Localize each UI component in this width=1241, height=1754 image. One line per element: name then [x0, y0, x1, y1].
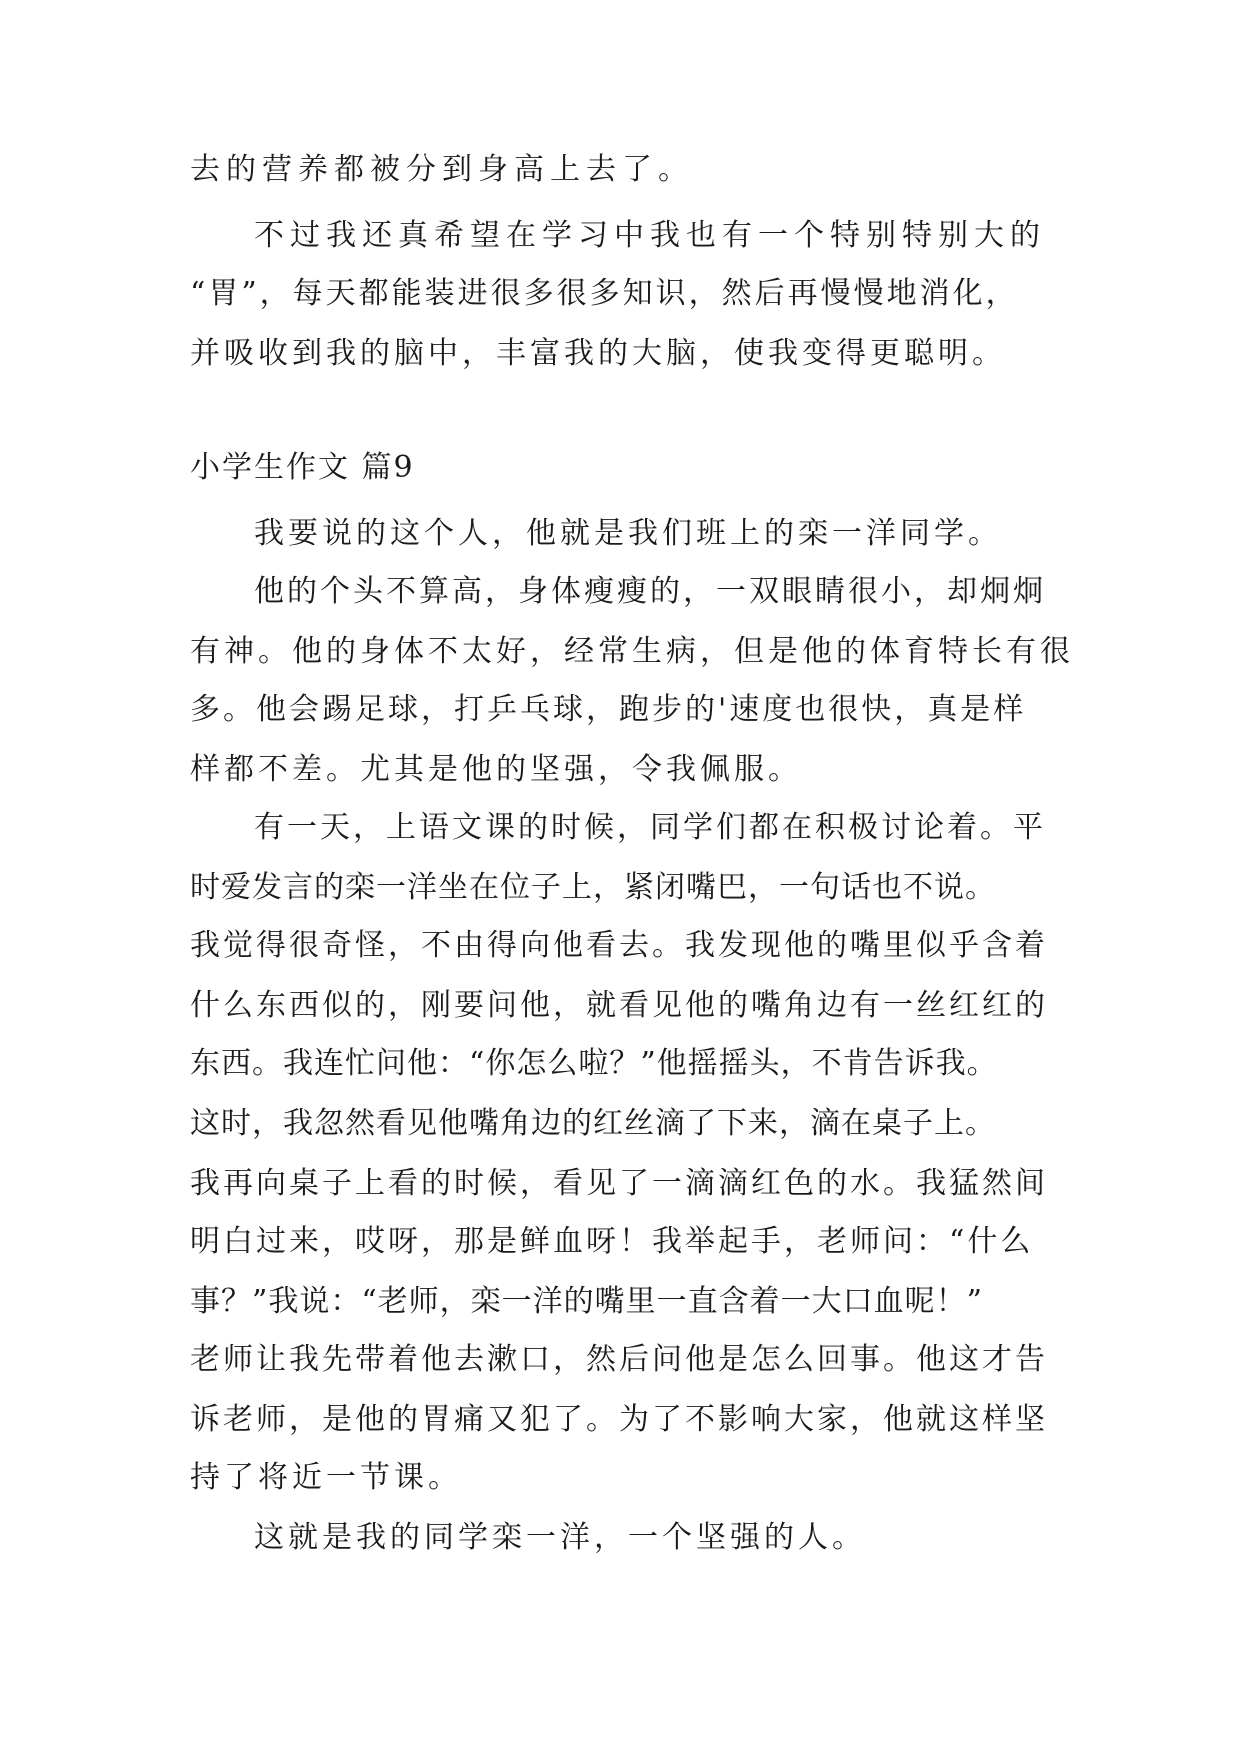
text-line: 持了将近一节课。 [190, 1460, 462, 1495]
text-line: 样都不差。尤其是他的坚强，令我佩服。 [190, 752, 802, 787]
text-line: 我觉得很奇怪，不由得向他看去。我发现他的嘴里似乎含着 [190, 928, 1048, 963]
text-line: 老师让我先带着他去漱口，然后问他是怎么回事。他这才告 [190, 1342, 1048, 1377]
paragraph-start-line: 这就是我的同学栾一洋，一个坚强的人。 [254, 1520, 866, 1555]
text-line: 诉老师，是他的胃痛又犯了。为了不影响大家，他就这样坚 [190, 1402, 1048, 1437]
text-line: 时爱发言的栾一洋坐在位子上，紧闭嘴巴，一句话也不说。 [190, 870, 996, 905]
text-line: 事？”我说：“老师，栾一洋的嘴里一直含着一大口血呢！” [190, 1284, 984, 1319]
text-line: 什么东西似的，刚要问他，就看见他的嘴角边有一丝红红的 [190, 988, 1048, 1023]
text-line: 多。他会踢足球，打乒乓球，跑步的'速度也很快，真是样 [190, 692, 1027, 727]
text-line: 明白过来，哎呀，那是鲜血呀！我举起手，老师问：“什么 [190, 1224, 1034, 1259]
document-page [190, 0, 1074, 1754]
paragraph-start-line: 我要说的这个人，他就是我们班上的栾一洋同学。 [254, 516, 1002, 551]
text-line: 东西。我连忙问他：“你怎么啦？”他摇摇头，不肯告诉我。 [190, 1046, 998, 1081]
text-line: 有神。他的身体不太好，经常生病，但是他的体育特长有很 [190, 634, 1074, 669]
text-line: 这时，我忽然看见他嘴角边的红丝滴了下来，滴在桌子上。 [190, 1106, 996, 1141]
paragraph-start-line: 有一天，上语文课的时候，同学们都在积极讨论着。平 [254, 810, 1046, 845]
text-line: “胃”，每天都能装进很多很多知识，然后再慢慢地消化， [190, 276, 1019, 311]
text-line: 我再向桌子上看的时候，看见了一滴滴红色的水。我猛然间 [190, 1166, 1048, 1201]
text-line: 去的营养都被分到身高上去了。 [190, 152, 694, 187]
text-line: 并吸收到我的脑中，丰富我的大脑，使我变得更聪明。 [190, 336, 1006, 371]
section-heading: 小学生作文 篇9 [190, 450, 415, 485]
paragraph-start-line: 他的个头不算高，身体瘦瘦的，一双眼睛很小，却炯炯 [254, 574, 1046, 609]
paragraph-start-line: 不过我还真希望在学习中我也有一个特别特别大的 [254, 218, 1046, 253]
